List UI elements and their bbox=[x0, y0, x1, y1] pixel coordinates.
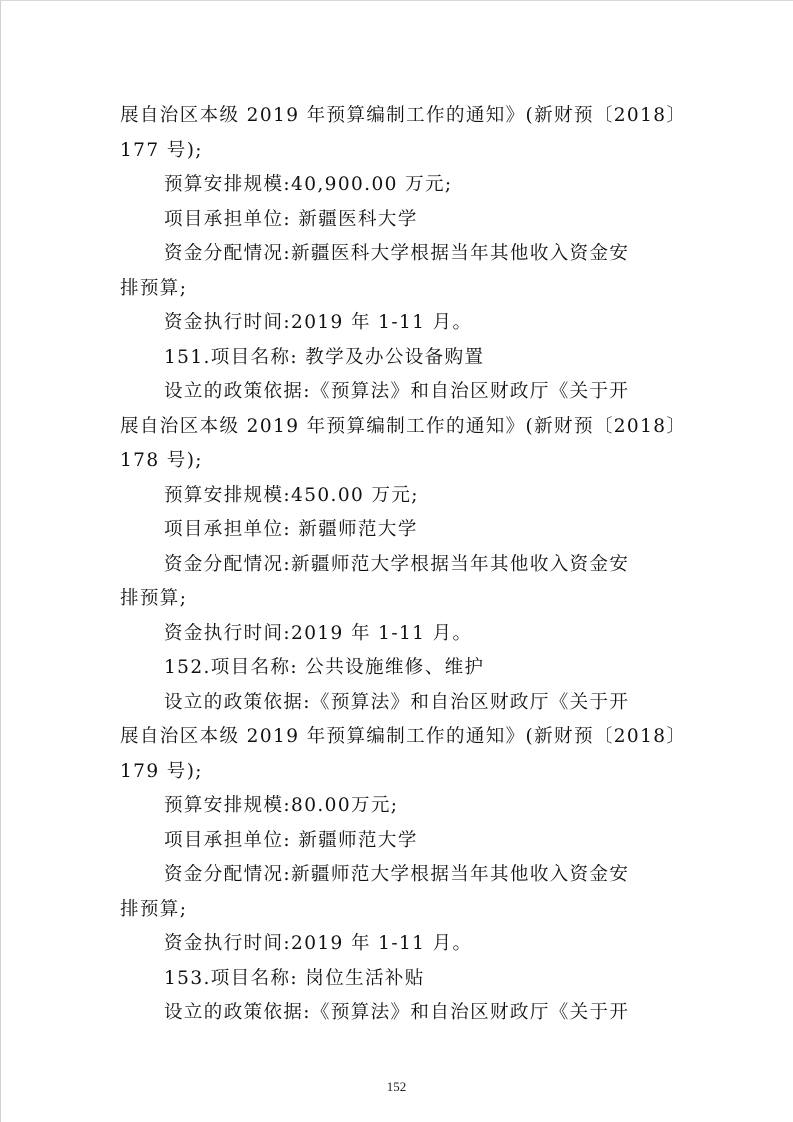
text-line: 153.项目名称: 岗位生活补贴 bbox=[164, 967, 425, 989]
page-edge bbox=[0, 0, 1, 1122]
text-line: 项目承担单位: 新疆医科大学 bbox=[164, 208, 418, 230]
text-line: 179 号); bbox=[120, 760, 203, 782]
text-line: 资金分配情况:新疆师范大学根据当年其他收入资金安 bbox=[164, 864, 630, 885]
text-line: 展自治区本级 2019 年预算编制工作的通知》(新财预〔2018〕 bbox=[120, 415, 687, 437]
text-line: 资金执行时间:2019 年 1-11 月。 bbox=[164, 312, 473, 333]
text-line: 预算安排规模:40,900.00 万元; bbox=[164, 174, 453, 195]
text-line: 资金执行时间:2019 年 1-11 月。 bbox=[164, 933, 473, 954]
text-line: 预算安排规模:450.00 万元; bbox=[164, 484, 419, 506]
text-line: 项目承担单位: 新疆师范大学 bbox=[164, 519, 418, 540]
text-line: 资金分配情况:新疆医科大学根据当年其他收入资金安 bbox=[164, 243, 630, 264]
text-line: 设立的政策依据:《预算法》和自治区财政厅《关于开 bbox=[164, 691, 630, 713]
text-line: 展自治区本级 2019 年预算编制工作的通知》(新财预〔2018〕 bbox=[120, 105, 687, 126]
text-line: 展自治区本级 2019 年预算编制工作的通知》(新财预〔2018〕 bbox=[120, 726, 687, 747]
text-line: 排预算; bbox=[120, 277, 188, 299]
document-body bbox=[120, 102, 687, 1034]
text-line: 排预算; bbox=[120, 898, 188, 920]
text-line: 设立的政策依据:《预算法》和自治区财政厅《关于开 bbox=[164, 381, 630, 402]
page-number: 152 bbox=[386, 1079, 407, 1094]
text-line: 152.项目名称: 公共设施维修、维护 bbox=[164, 657, 485, 678]
page-edge-top bbox=[0, 0, 793, 1]
text-line: 178 号); bbox=[120, 450, 203, 471]
text-line: 预算安排规模:80.00万元; bbox=[164, 795, 399, 816]
text-line: 排预算; bbox=[120, 588, 188, 609]
text-line: 151.项目名称: 教学及办公设备购置 bbox=[164, 346, 485, 368]
text-line: 资金执行时间:2019 年 1-11 月。 bbox=[164, 622, 473, 644]
text-line: 设立的政策依据:《预算法》和自治区财政厅《关于开 bbox=[164, 1002, 630, 1023]
text-line: 资金分配情况:新疆师范大学根据当年其他收入资金安 bbox=[164, 553, 630, 575]
text-line: 177 号); bbox=[120, 139, 203, 161]
text-line: 项目承担单位: 新疆师范大学 bbox=[164, 829, 418, 851]
